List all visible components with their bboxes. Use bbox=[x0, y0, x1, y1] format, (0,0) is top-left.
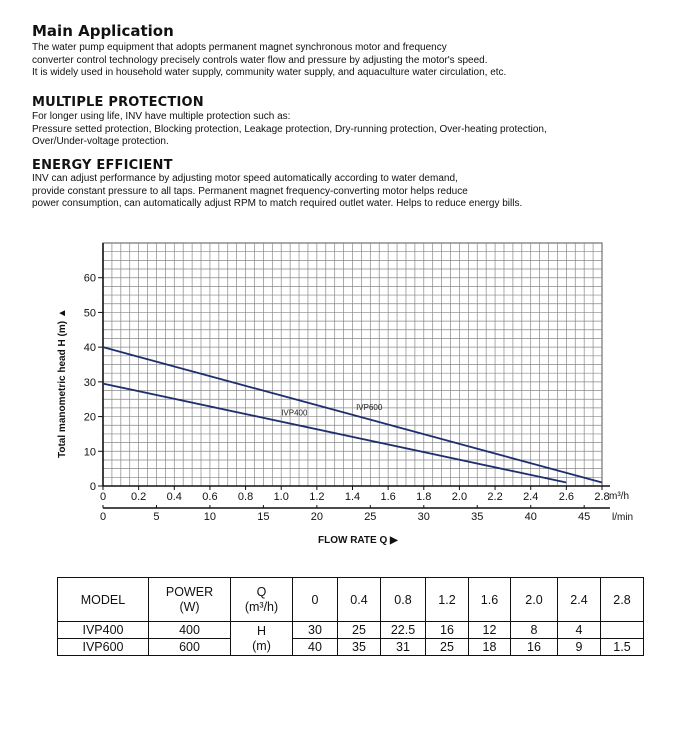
h-value: 31 bbox=[381, 639, 426, 656]
energy-efficient-title: ENERGY EFFICIENT bbox=[32, 158, 173, 173]
h-value: 16 bbox=[511, 639, 558, 656]
text-line: power consumption, can automatically adjust RPM to match required outlet water. Helps to reduce energy bills. bbox=[32, 198, 523, 209]
x2-tick-label: 5 bbox=[153, 511, 160, 523]
y-tick-label: 30 bbox=[83, 376, 96, 389]
y-tick-label: 10 bbox=[83, 446, 96, 459]
header-q-value: 0.4 bbox=[338, 578, 381, 622]
x-unit-label: m³/h bbox=[609, 491, 629, 502]
row-power: 600 bbox=[149, 639, 231, 656]
row-power: 400 bbox=[149, 622, 231, 639]
h-value: 18 bbox=[469, 639, 511, 656]
x-tick-label: 0.4 bbox=[166, 491, 182, 503]
chart-ylabel: Total manometric head H (m) ▲ bbox=[57, 308, 68, 458]
text-line: provide constant pressure to all taps. Permanent magnet frequency-converting motor helps reduce bbox=[32, 185, 468, 197]
x2-tick-label: 40 bbox=[524, 511, 537, 523]
x-tick-label: 1.0 bbox=[273, 491, 289, 503]
x2-tick-label: 45 bbox=[578, 511, 591, 523]
header-q-value: 0 bbox=[293, 578, 338, 622]
x2-tick-label: 20 bbox=[310, 511, 323, 523]
x-tick-label: 0.6 bbox=[202, 491, 218, 503]
y-tick-label: 50 bbox=[83, 307, 96, 320]
header-power: POWER (W) bbox=[149, 578, 231, 622]
row-model: IVP400 bbox=[58, 622, 149, 639]
h-value: 35 bbox=[338, 639, 381, 656]
header-q-value: 2.0 bbox=[511, 578, 558, 622]
h-value: 1.5 bbox=[601, 639, 644, 656]
header-q-value: 2.8 bbox=[601, 578, 644, 622]
h-unit-label: H (m) bbox=[231, 622, 293, 656]
x-tick-label: 2.8 bbox=[594, 491, 610, 503]
h-value: 22.5 bbox=[381, 622, 426, 639]
x-tick-label: 2.6 bbox=[558, 491, 575, 503]
h-value: 9 bbox=[558, 639, 601, 656]
h-value: 12 bbox=[469, 622, 511, 639]
x2-tick-label: 30 bbox=[417, 511, 430, 523]
x2-tick-label: 0 bbox=[99, 511, 107, 523]
x2-tick-label: 25 bbox=[364, 511, 377, 523]
x2-unit-label: l/min bbox=[612, 512, 634, 523]
h-value: 40 bbox=[293, 639, 338, 656]
y-tick-label: 40 bbox=[83, 342, 96, 355]
table-row bbox=[58, 639, 644, 656]
x-tick-label: 1.4 bbox=[344, 491, 361, 503]
h-value bbox=[601, 622, 644, 639]
multiple-protection-title: MULTIPLE PROTECTION bbox=[32, 95, 204, 110]
h-value: 25 bbox=[426, 639, 469, 656]
header-q-value: 0.8 bbox=[381, 578, 426, 622]
x-tick-label: 2.4 bbox=[523, 491, 539, 503]
text-line: The water pump equipment that adopts permanent magnet synchronous motor and frequency bbox=[32, 42, 447, 53]
h-value: 30 bbox=[293, 622, 338, 639]
x2-tick-label: 10 bbox=[203, 511, 217, 523]
header-q-value: 1.6 bbox=[469, 578, 511, 622]
x2-tick-label: 35 bbox=[471, 511, 484, 523]
text-line: It is widely used in household water supply, community water supply, and aquaculture water circulation, etc. bbox=[32, 67, 507, 78]
x-tick-label: 2.2 bbox=[487, 491, 503, 503]
h-value: 25 bbox=[338, 622, 381, 639]
series-label: IVP600 bbox=[356, 402, 383, 412]
text-line: For longer using life, INV have multiple protection such as: bbox=[32, 111, 291, 122]
series-label: IVP400 bbox=[281, 408, 308, 418]
x-tick-label: 0.8 bbox=[237, 491, 254, 503]
header-model: MODEL bbox=[58, 578, 149, 622]
x-tick-label: 1.2 bbox=[309, 491, 325, 503]
header-q: Q (m³/h) bbox=[231, 578, 293, 622]
header-q-value: 1.2 bbox=[426, 578, 469, 622]
y-tick-label: 20 bbox=[83, 411, 96, 424]
h-value: 16 bbox=[426, 622, 469, 639]
header-q-value: 2.4 bbox=[558, 578, 601, 622]
chart-xlabel: FLOW RATE Q ▶ bbox=[318, 535, 398, 546]
main-application-title: Main Application bbox=[32, 22, 174, 40]
table-row bbox=[58, 622, 644, 639]
x-tick-label: 0 bbox=[99, 491, 107, 503]
y-tick-label: 60 bbox=[83, 272, 96, 285]
performance-table bbox=[57, 577, 644, 656]
h-value: 8 bbox=[511, 622, 558, 639]
h-value: 4 bbox=[558, 622, 601, 639]
row-model: IVP600 bbox=[58, 639, 149, 656]
x-tick-label: 2.0 bbox=[451, 491, 468, 503]
x-tick-label: 1.8 bbox=[416, 491, 432, 503]
y-tick-label: 0 bbox=[89, 481, 96, 493]
text-line: Over/Under-voltage protection. bbox=[32, 136, 169, 147]
text-line: converter control technology precisely controls water flow and pressure by adjusting the motor's speed. bbox=[32, 54, 488, 66]
x-tick-label: 0.2 bbox=[130, 491, 147, 503]
x2-tick-label: 15 bbox=[257, 511, 270, 523]
text-line: Pressure setted protection, Blocking protection, Leakage protection, Dry-running protection, Over-heating protection, bbox=[32, 123, 547, 135]
x-tick-label: 1.6 bbox=[380, 491, 396, 503]
text-line: INV can adjust performance by adjusting motor speed automatically according to water demand, bbox=[32, 173, 458, 184]
